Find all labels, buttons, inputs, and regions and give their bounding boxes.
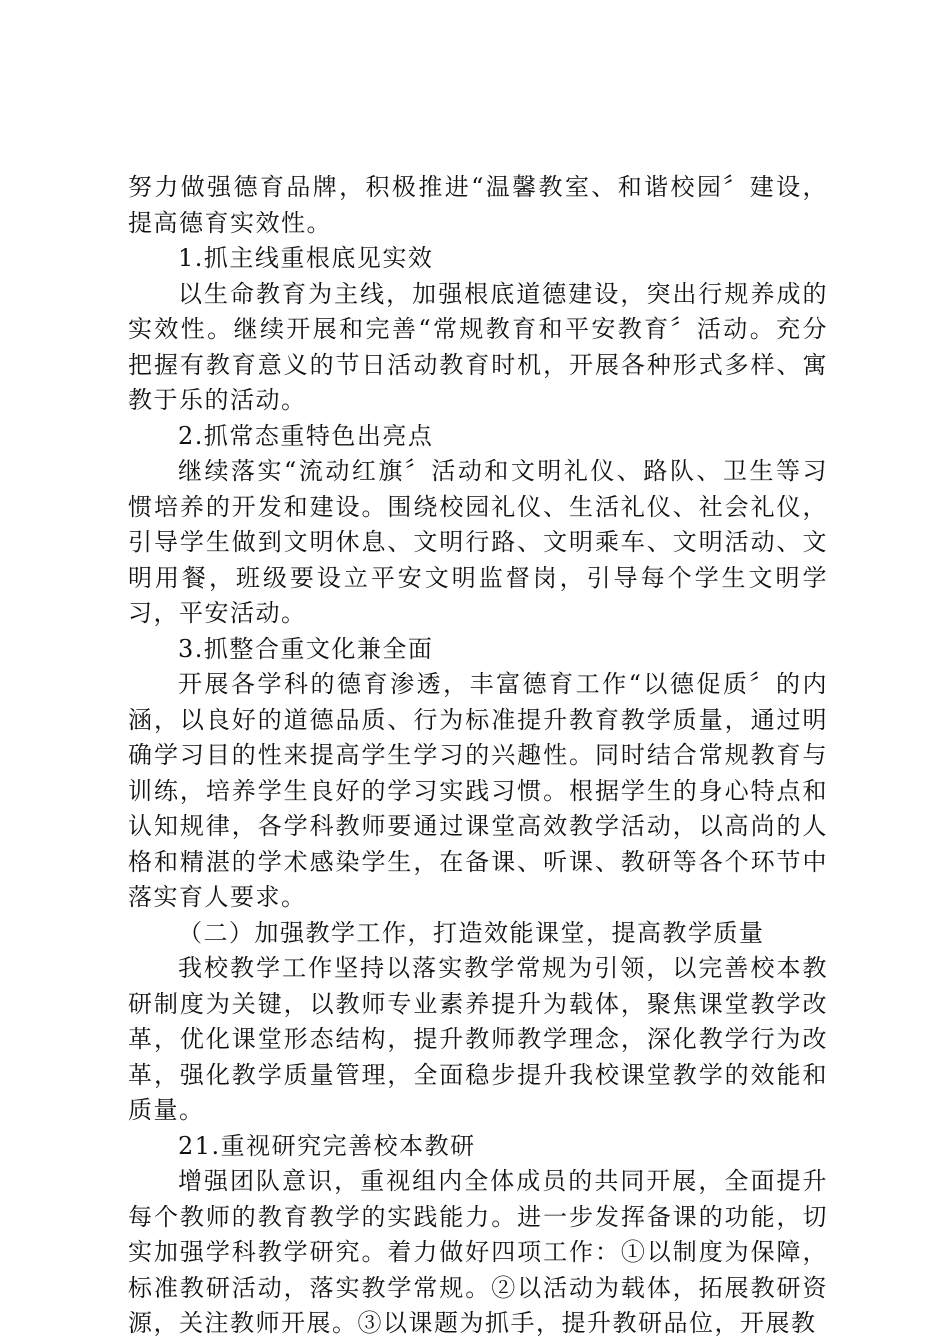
section-heading: （二）加强教学工作，打造效能课堂，提高教学质量 xyxy=(178,918,765,947)
paragraph: 以生命教育为主线，加强根底道德建设，突出行规养成的实效性。继续开展和完善“常规教育和平安教育〞活动。充分把握有教育意义的节日活动教育时机，开展各种形式多样、寓教于乐的活动。 xyxy=(128,279,828,414)
subheading-1: 1.抓主线重根底见实效 xyxy=(178,244,434,272)
paragraph: 增强团队意识，重视组内全体成员的共同开展，全面提升每个教师的教育教学的实践能力。进一步发挥备课的功能，切实加强学科教学研究。着力做好四项工作：①以制度为保障，标准教研活动，落实教学常规。②以活动为载体，拓展教研资源，关注教师开展。③以课题为抓手，提升教研品位，开展教 xyxy=(128,1167,828,1337)
paragraph: 开展各学科的德育渗透，丰富德育工作“以德促质〞的内涵，以良好的道德品质、行为标准提升教育教学质量，通过明确学习目的性来提高学生学习的兴趣性。同时结合常规教育与训练，培养学生良好的学习实践习惯。根据学生的身心特点和认知规律，各学科教师要通过课堂高效教学活动，以高尚的人格和精湛的学术感染学生，在备课、听课、教研等各个环节中落实育人要求。 xyxy=(128,670,828,911)
paragraph: 我校教学工作坚持以落实教学常规为引领，以完善校本教研制度为关键，以教师专业素养提升为载体，聚焦课堂教学改革，优化课堂形态结构，提升教师教学理念，深化教学行为改革，强化教学质量管理，全面稳步提升我校课堂教学的效能和质量。 xyxy=(128,954,828,1124)
subheading-2: 2.抓常态重特色出亮点 xyxy=(178,421,434,450)
paragraph-continued: 努力做强德育品牌，积极推进“温馨教室、和谐校园〞建设，提高德育实效性。 xyxy=(128,173,828,237)
document-body xyxy=(128,170,828,1342)
subheading-21: 21.重视研究完善校本教研 xyxy=(178,1131,476,1160)
subheading-3: 3.抓整合重文化兼全面 xyxy=(178,634,434,663)
paragraph: 继续落实“流动红旗〞活动和文明礼仪、路队、卫生等习惯培养的开发和建设。围绕校园礼仪、生活礼仪、社会礼仪，引导学生做到文明休息、文明行路、文明乘车、文明活动、文明用餐，班级要设立平安文明监督岗，引导每个学生文明学习，平安活动。 xyxy=(128,457,828,627)
